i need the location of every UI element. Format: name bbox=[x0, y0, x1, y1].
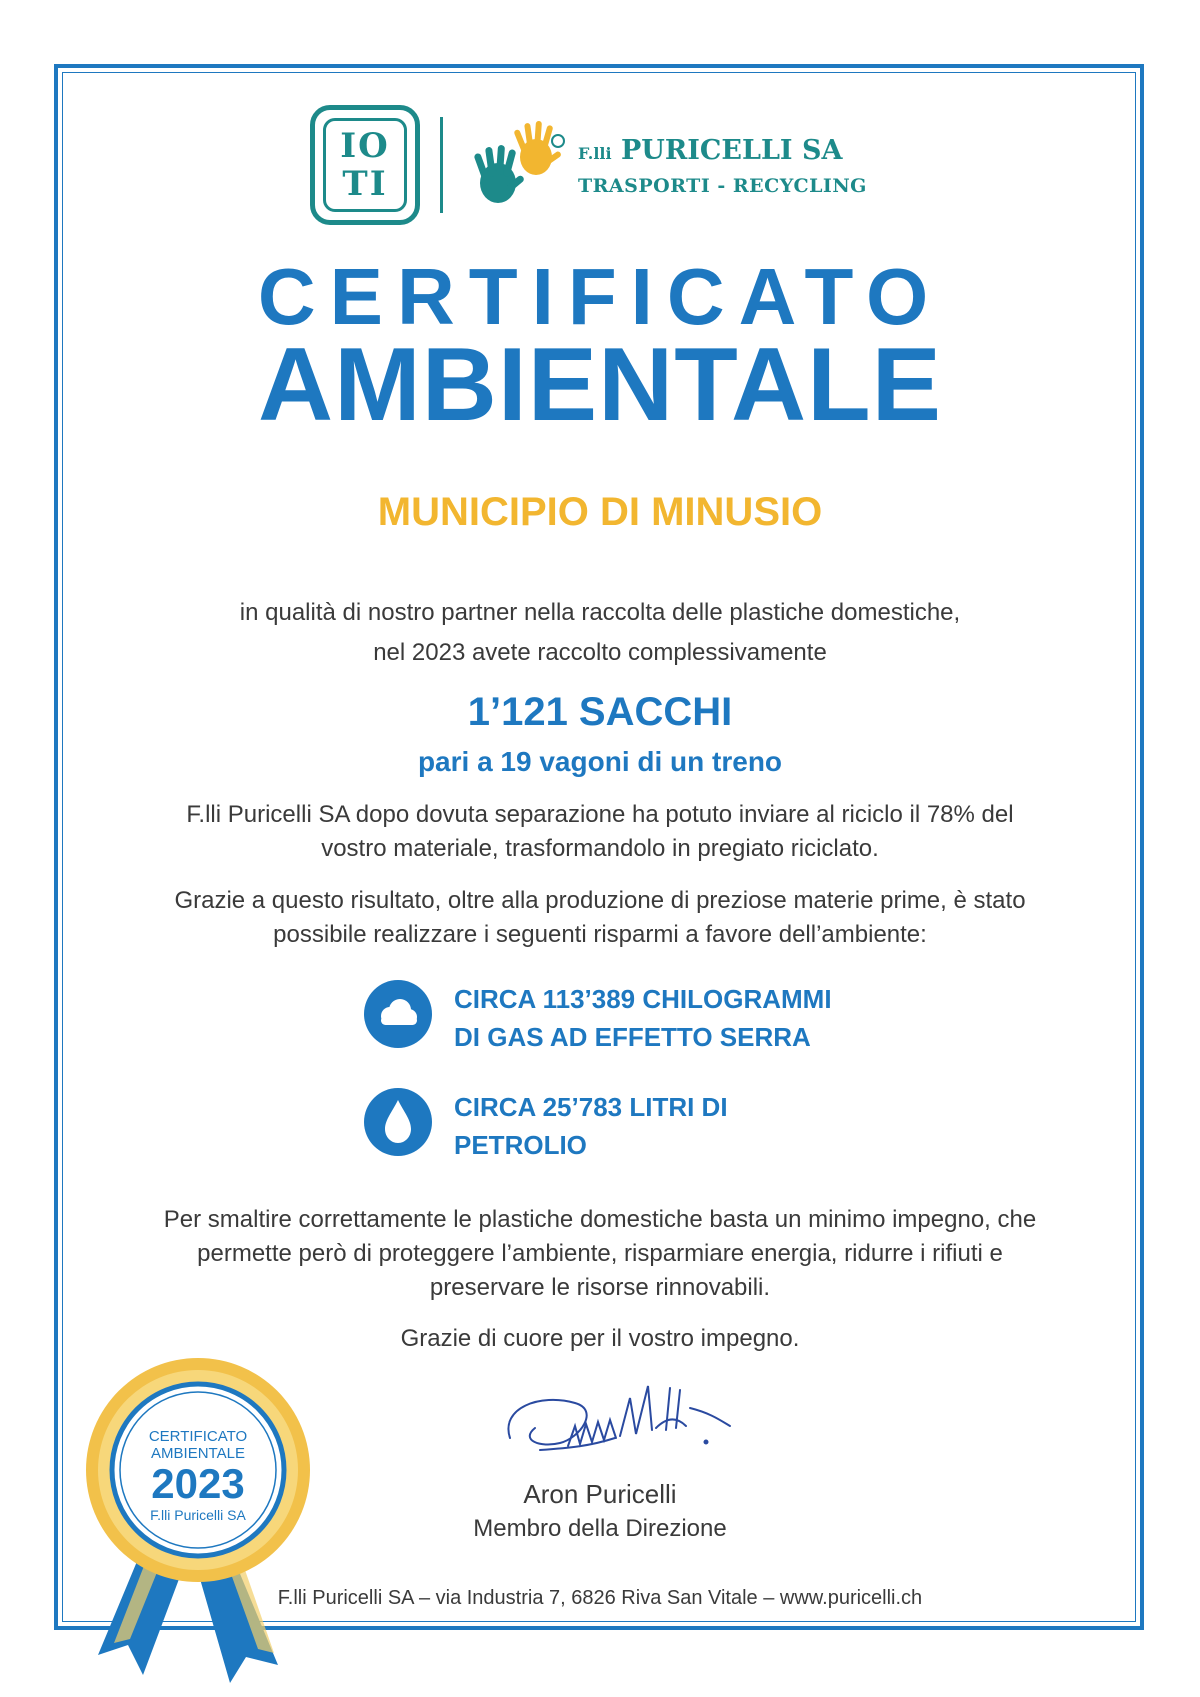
seal-line2: AMBIENTALE bbox=[151, 1445, 245, 1462]
signatory-name: Aron Puricelli bbox=[523, 1479, 677, 1509]
saving-oil-line1: CIRCA 25’783 LITRI DI bbox=[454, 1092, 728, 1122]
closing-line1: Per smaltire correttamente le plastiche domestiche basta un minimo impegno, che bbox=[163, 1206, 1037, 1233]
result-line1: Grazie a questo risultato, oltre alla produzione di preziose materie prime, è stato bbox=[174, 887, 1026, 914]
recipient-name: MUNICIPIO DI MINUSIO bbox=[377, 490, 823, 534]
ioti-logo bbox=[310, 105, 420, 225]
saving-item-gas bbox=[362, 978, 962, 1068]
result-line2: possibile realizzare i seguenti risparmi a favore dell’ambiente: bbox=[273, 921, 927, 948]
seal-year: 2023 bbox=[151, 1460, 245, 1507]
seal-company: F.lli Puricelli SA bbox=[150, 1507, 246, 1523]
heart-thanks: Grazie di cuore per il vostro impegno. bbox=[400, 1325, 800, 1352]
oil-drop-icon bbox=[362, 1086, 434, 1158]
puricelli-brand-name bbox=[578, 135, 842, 166]
intro-line2: nel 2023 avete raccolto complessivamente bbox=[373, 639, 827, 666]
saving-oil-line2: PETROLIO bbox=[454, 1130, 587, 1160]
saving-gas-line1: CIRCA 113’389 CHILOGRAMMI bbox=[454, 984, 832, 1014]
saving-gas-line2: DI GAS AD EFFETTO SERRA bbox=[454, 1022, 811, 1052]
intro-line1: in qualità di nostro partner nella raccolta delle plastiche domestiche, bbox=[239, 599, 961, 626]
logo-divider bbox=[440, 117, 443, 213]
puricelli-brand-text: PURICELLI SA bbox=[620, 135, 843, 166]
vagoni-equivalent: pari a 19 vagoni di un treno bbox=[417, 746, 783, 777]
signatory-role: Membro della Direzione bbox=[473, 1515, 727, 1542]
recycling-line1: F.lli Puricelli SA dopo dovuta separazione ha potuto inviare al riciclo il 78% del bbox=[186, 801, 1014, 828]
handwritten-signature bbox=[480, 1368, 740, 1478]
cloud-icon bbox=[362, 978, 434, 1050]
closing-line2: permette però di proteggere l’ambiente, risparmiare energia, ridurre i rifiuti e bbox=[197, 1240, 1003, 1267]
title-line1: CERTIFICATO bbox=[257, 252, 943, 341]
seal-line1: CERTIFICATO bbox=[148, 1428, 248, 1445]
ioti-logo-line1: IO bbox=[340, 126, 390, 166]
sacchi-count: 1’121 SACCHI bbox=[467, 690, 733, 734]
puricelli-brand-prefix: F.lli bbox=[578, 144, 612, 163]
saving-item-oil bbox=[362, 1086, 962, 1176]
hands-icon bbox=[460, 115, 570, 215]
footer-address: F.lli Puricelli SA – via Industria 7, 6826 Riva San Vitale – www.puricelli.ch bbox=[277, 1587, 923, 1609]
recycling-line2: vostro materiale, trasformandolo in pregiato riciclato. bbox=[321, 835, 879, 862]
closing-line3: preservare le risorse rinnovabili. bbox=[429, 1274, 771, 1301]
ioti-logo-line2: TI bbox=[342, 164, 388, 204]
certificate-seal bbox=[78, 1345, 318, 1685]
title-line2: AMBIENTALE bbox=[257, 327, 943, 443]
logo-row bbox=[310, 105, 910, 230]
puricelli-tagline: TRASPORTI - RECYCLING bbox=[578, 175, 867, 197]
